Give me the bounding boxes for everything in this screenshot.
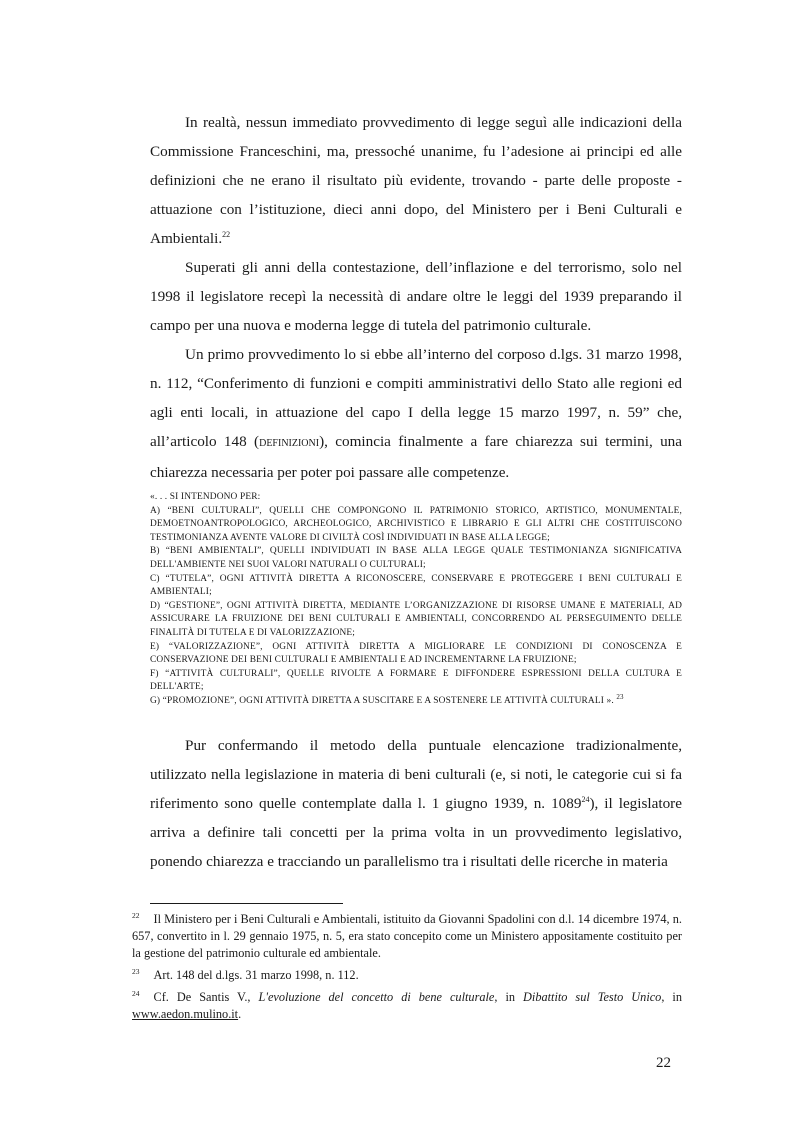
footnote-text: . bbox=[238, 1007, 242, 1021]
quote-line-last-text: G) “PROMOZIONE”, OGNI ATTIVITÀ DIRETTA A SUSCITARE E A SOSTENERE LE ATTIVITÀ CULTURALI ». bbox=[150, 695, 614, 706]
paragraph-3 bbox=[150, 340, 682, 487]
paragraph-2-text: Superati gli anni della contestazione, dell’inflazione e del terrorismo, solo nel 1998 il legislatore recepì la necessità di andare oltre le leggi del 1939 preparando il campo per una nuova e moderna legge di tutela del patrimonio culturale. bbox=[150, 259, 682, 334]
main-text bbox=[150, 108, 682, 876]
paragraph-3-smallcaps: DEFINIZIONI bbox=[259, 438, 320, 449]
quote-line: B) “BENI AMBIENTALI”, QUELLI INDIVIDUATI IN BASE ALLA LEGGE QUALE TESTIMONIANZA SIGNIFICATIVA DELL'AMBIENTE NEI SUOI VALORI NATURALI O CULTURALI; bbox=[150, 546, 682, 570]
footnote-number: 22 bbox=[132, 911, 140, 920]
footnote-ref-22[interactable]: 22 bbox=[222, 230, 231, 239]
quote-line: D) “GESTIONE”, OGNI ATTIVITÀ DIRETTA, MEDIANTE L’ORGANIZZAZIONE DI RISORSE UMANE E MATERIALI, AD ASSICURARE LA FRUIZIONE DEI BENI CULTURALI E AMBIENTALI, CONCORRENDO AL PERSEGUIMENTO DELLE FINALITÀ DI TUTELA E DI VALORIZZAZIONE; bbox=[150, 600, 682, 638]
quote-line: A) “BENI CULTURALI”, QUELLI CHE COMPONGONO IL PATRIMONIO STORICO, ARTISTICO, MONUMENTALE, DEMOETNOANTROPOLOGICO, ARCHEOLOGICO, ARCHIVISTICO E LIBRARIO E GLI ALTRI CHE COSTITUISCONO TESTIMONIANZA AVENTE VALORE DI CIVILTÀ COSÌ INDIVIDUATI IN BASE ALLA LEGGE; bbox=[150, 505, 682, 543]
footnote-text: , in bbox=[661, 990, 682, 1004]
footnote-23 bbox=[132, 967, 682, 984]
quote-line: C) “TUTELA”, OGNI ATTIVITÀ DIRETTA A RICONOSCERE, CONSERVARE E PROTEGGERE I BENI CULTURALI E AMBIENTALI; bbox=[150, 573, 682, 598]
quote-line: F) “ATTIVITÀ CULTURALI”, QUELLE RIVOLTE A FORMARE E DIFFONDERE ESPRESSIONI DELLA CULTURA E DELL'ARTE; bbox=[150, 668, 682, 693]
paragraph-3-text-a: Un primo provvedimento lo si ebbe all’interno del corposo d.lgs. 31 marzo 1998, n. 112, “Conferimento di funzioni e compiti amministrativi dello Stato alle regioni ed agli enti locali, in attuazione del capo I della legge 15 marzo 1997, n. 59” che, all’articolo 148 ( bbox=[150, 346, 682, 450]
footnote-journal-title: Dibattito sul Testo Unico bbox=[523, 990, 662, 1004]
footnote-24 bbox=[132, 989, 682, 1023]
footnote-text: Cf. De Santis V., bbox=[153, 990, 259, 1004]
quote-line: «. . . SI INTENDONO PER: bbox=[150, 492, 261, 502]
footnote-text: , in bbox=[494, 990, 524, 1004]
quote-line: E) “VALORIZZAZIONE”, OGNI ATTIVITÀ DIRETTA A MIGLIORARE LE CONDIZIONI DI CONOSCENZA E CONSERVAZIONE DEI BENI CULTURALI E AMBIENTALI E AD INCREMENTARNE LA FRUIZIONE; bbox=[150, 641, 682, 666]
footnote-22 bbox=[132, 911, 682, 962]
footnote-work-title: L'evoluzione del concetto di bene culturale bbox=[258, 990, 495, 1004]
footnote-text: Il Ministero per i Beni Culturali e Ambientali, istituito da Giovanni Spadolini con d.l. 14 dicembre 1974, n. 657, convertito in l. 29 gennaio 1975, n. 5, era stato concepito come un Ministero appositamente costituito per la gestione del patrimonio culturale ed ambientale. bbox=[132, 912, 682, 960]
paragraph-4 bbox=[150, 731, 682, 876]
footnote-number: 23 bbox=[132, 967, 140, 976]
footnote-text: Art. 148 del d.lgs. 31 marzo 1998, n. 112. bbox=[153, 968, 359, 982]
page-number: 22 bbox=[656, 1055, 671, 1071]
paragraph-4-text-b: ), il legislatore arriva a definire tali concetti per la prima volta in un provvedimento legislativo, ponendo chiarezza e tracciando un parallelismo tra i risultati delle ricerche in materia bbox=[150, 794, 682, 870]
paragraph-2 bbox=[150, 253, 682, 340]
footnote-link[interactable]: www.aedon.mulino.it bbox=[132, 1007, 239, 1021]
paragraph-1 bbox=[150, 108, 682, 253]
paragraph-1-text: In realtà, nessun immediato provvedimento di legge seguì alle indicazioni della Commissione Franceschini, ma, pressoché unanime, fu l’adesione ai principi ed alle definizioni che ne erano il risultato più evidente, trovando - parte delle proposte - attuazione con l’istituzione, dieci anni dopo, del Ministero per i Beni Culturali e Ambientali. bbox=[150, 114, 682, 247]
quoted-definitions bbox=[150, 491, 682, 709]
paragraph-4-text-a: Pur confermando il metodo della puntuale elencazione tradizionalmente, utilizzato nella legislazione in materia di beni culturali (e, si noti, le categorie cui si fa riferimento sono quelle contemplate dalla l. 1 giugno 1939, n. 1089 bbox=[150, 736, 682, 812]
footnote-ref-23[interactable]: 23 bbox=[616, 692, 624, 701]
footnote-ref-24[interactable]: 24 bbox=[581, 794, 590, 804]
footnote-number: 24 bbox=[132, 989, 140, 998]
footnotes bbox=[132, 911, 682, 1028]
footnote-separator bbox=[150, 903, 343, 904]
paragraph-3-text-b: ), comincia finalmente a fare chiarezza sui termini, una chiarezza necessaria per poter poi passare alle competenze. bbox=[150, 433, 682, 481]
quote-line-last bbox=[150, 692, 682, 709]
